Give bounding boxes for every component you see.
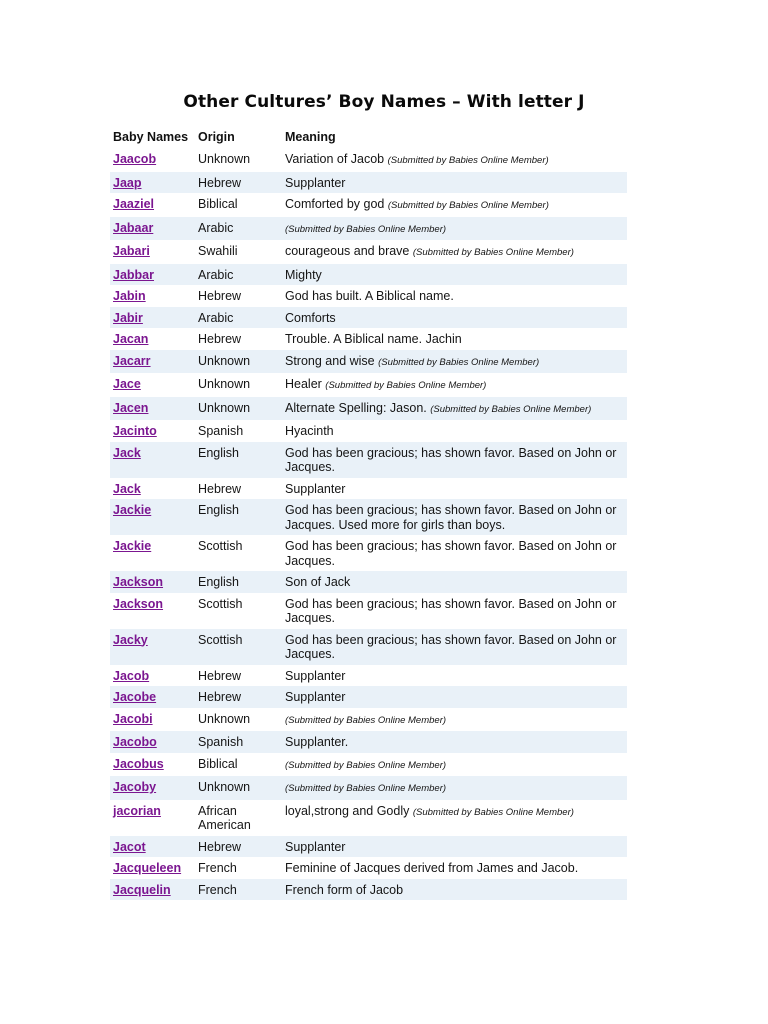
meaning-text: Supplanter (284, 839, 346, 854)
name-link[interactable]: Jabari (113, 244, 150, 258)
name-link[interactable]: Jacoby (113, 780, 157, 794)
submitted-note: (Submitted by Babies Online Member) (284, 714, 447, 726)
name-cell (110, 264, 195, 286)
table-row (110, 800, 627, 836)
meaning-cell (282, 193, 627, 217)
name-cell (110, 148, 195, 172)
origin-cell: Arabic (195, 264, 282, 286)
name-cell (110, 442, 195, 478)
name-cell (110, 217, 195, 241)
origin-cell: Arabic (195, 307, 282, 329)
origin-cell: Unknown (195, 776, 282, 800)
table-row (110, 708, 627, 732)
origin-cell: Unknown (197, 711, 251, 726)
meaning-text: Hyacinth (284, 424, 334, 438)
name-cell (110, 535, 195, 571)
table-row (110, 397, 627, 421)
origin-cell: Scottish (197, 596, 243, 611)
name-cell (110, 731, 195, 753)
meaning-cell (282, 731, 627, 753)
table-row (110, 629, 627, 665)
submitted-note: (Submitted by Babies Online Member) (325, 380, 487, 391)
name-cell (110, 193, 195, 217)
meaning-text: Supplanter (284, 690, 346, 704)
name-link[interactable]: Jacobi (113, 711, 153, 726)
meaning-cell (282, 172, 627, 194)
meaning-text: Trouble. A Biblical name. Jachin (284, 332, 462, 346)
name-cell (110, 397, 195, 421)
meaning-cell (282, 373, 627, 397)
table-row (110, 193, 627, 217)
column-header-baby-names: Baby Names (113, 130, 189, 144)
table-row (110, 307, 627, 329)
meaning-text: French form of Jacob (284, 882, 404, 897)
name-link[interactable]: Jackie (113, 539, 152, 553)
name-link[interactable]: Jace (113, 377, 141, 391)
origin-cell: Biblical (197, 756, 238, 771)
origin-cell: English (195, 442, 282, 478)
table-row (110, 879, 627, 901)
name-link[interactable]: Jacqueleen (113, 861, 182, 875)
submitted-note: (Submitted by Babies Online Member) (430, 403, 592, 415)
name-link[interactable]: Jacobus (113, 756, 164, 771)
meaning-cell (282, 753, 627, 777)
meaning-cell (282, 350, 627, 374)
table-row (110, 478, 627, 500)
meaning-text: loyal,strong and Godly (284, 803, 410, 818)
origin-cell: French (195, 879, 282, 901)
table-body (110, 148, 627, 900)
meaning-cell (282, 708, 627, 732)
meaning-cell (282, 571, 627, 593)
table-row (110, 593, 627, 629)
origin-cell: Hebrew (197, 668, 242, 683)
meaning-cell (282, 535, 627, 571)
origin-cell: Swahili (197, 244, 238, 258)
name-link[interactable]: Jacob (113, 668, 150, 683)
column-header-meaning: Meaning (284, 130, 336, 144)
table-header-row (110, 126, 627, 148)
name-cell (110, 350, 195, 374)
submitted-note: (Submitted by Babies Online Member) (284, 759, 447, 771)
origin-cell: Scottish (195, 629, 282, 665)
submitted-note: (Submitted by Babies Online Member) (387, 155, 549, 166)
table-row (110, 285, 627, 307)
meaning-cell (282, 148, 627, 172)
submitted-note: (Submitted by Babies Online Member) (284, 783, 447, 794)
meaning-text: Supplanter (284, 175, 346, 190)
meaning-cell (282, 629, 627, 665)
origin-cell: Hebrew (197, 332, 242, 346)
name-link[interactable]: Jacan (113, 332, 149, 346)
origin-cell: Scottish (197, 539, 243, 553)
name-link[interactable]: jacorian (113, 803, 161, 818)
meaning-text: courageous and brave (284, 244, 410, 258)
name-cell (110, 285, 195, 307)
table-row (110, 172, 627, 194)
submitted-note: (Submitted by Babies Online Member) (387, 200, 549, 211)
name-cell (110, 836, 195, 858)
name-link[interactable]: Jabaar (113, 220, 154, 235)
meaning-text: Strong and wise (284, 353, 375, 368)
name-cell (110, 571, 195, 593)
meaning-text: Healer (284, 377, 322, 391)
table-row (110, 148, 627, 172)
origin-cell: Hebrew (195, 172, 282, 194)
meaning-cell (282, 285, 627, 307)
name-link[interactable]: Jacinto (113, 424, 157, 438)
meaning-text: God has been gracious; has shown favor. Based on John or Jacques. (284, 445, 617, 474)
meaning-cell (282, 442, 627, 478)
name-link[interactable]: Jack (113, 445, 141, 460)
meaning-text: Comforted by god (284, 197, 385, 211)
table-row (110, 776, 627, 800)
table-row (110, 857, 627, 879)
origin-cell: Spanish (195, 731, 282, 753)
boy-names-table (110, 126, 627, 900)
name-link[interactable]: Jaacob (113, 152, 157, 166)
name-cell (110, 776, 195, 800)
meaning-cell (282, 499, 627, 535)
name-link[interactable]: Jacot (113, 839, 146, 854)
meaning-cell (282, 836, 627, 858)
meaning-cell (282, 800, 627, 836)
name-cell (110, 499, 195, 535)
name-cell (110, 800, 195, 836)
meaning-text: Alternate Spelling: Jason. (284, 400, 427, 415)
table-row (110, 264, 627, 286)
origin-cell: Hebrew (195, 686, 282, 708)
name-cell (110, 240, 195, 264)
meaning-cell (282, 593, 627, 629)
name-cell (110, 420, 195, 442)
origin-cell: Hebrew (195, 836, 282, 858)
name-cell (110, 172, 195, 194)
table-row (110, 350, 627, 374)
name-cell (110, 373, 195, 397)
table-row (110, 571, 627, 593)
submitted-note: (Submitted by Babies Online Member) (412, 247, 574, 258)
table-row (110, 836, 627, 858)
origin-cell: Biblical (197, 197, 238, 211)
table-row (110, 686, 627, 708)
meaning-text: God has been gracious; has shown favor. Based on John or Jacques. (284, 632, 617, 661)
name-link[interactable]: Jaap (113, 175, 142, 190)
table-row (110, 731, 627, 753)
name-link[interactable]: Jackson (113, 596, 164, 611)
table-row (110, 535, 627, 571)
name-link[interactable]: Jabir (113, 310, 143, 325)
table-row (110, 442, 627, 478)
meaning-cell (282, 397, 627, 421)
table-row (110, 217, 627, 241)
name-cell (110, 708, 195, 732)
name-cell (110, 753, 195, 777)
submitted-note: (Submitted by Babies Online Member) (412, 806, 574, 818)
meaning-text: Variation of Jacob (284, 152, 385, 166)
meaning-cell (282, 307, 627, 329)
table-row (110, 499, 627, 535)
origin-cell: Spanish (197, 424, 244, 438)
submitted-note: (Submitted by Babies Online Member) (284, 223, 447, 235)
origin-cell: Unknown (195, 397, 282, 421)
column-header-origin: Origin (197, 130, 235, 144)
origin-cell: Unknown (197, 377, 251, 391)
meaning-text: God has been gracious; has shown favor. Based on John or Jacques. (284, 539, 617, 568)
origin-cell: Hebrew (197, 289, 242, 303)
meaning-cell (282, 217, 627, 241)
table-row (110, 373, 627, 397)
meaning-text: Supplanter (284, 481, 346, 496)
meaning-cell (282, 686, 627, 708)
name-cell (110, 629, 195, 665)
meaning-text: God has built. A Biblical name. (284, 289, 454, 303)
name-link[interactable]: Jack (113, 481, 141, 496)
name-cell (110, 328, 195, 350)
table-row (110, 753, 627, 777)
submitted-note: (Submitted by Babies Online Member) (378, 356, 540, 368)
name-link[interactable]: Jacquelin (113, 882, 171, 897)
name-cell (110, 686, 195, 708)
meaning-cell (282, 420, 627, 442)
name-cell (110, 665, 195, 687)
meaning-cell (282, 478, 627, 500)
origin-cell: English (195, 499, 282, 535)
meaning-cell (282, 328, 627, 350)
name-cell (110, 307, 195, 329)
name-link[interactable]: Jacobo (113, 735, 157, 749)
origin-cell: Arabic (195, 217, 282, 241)
name-link[interactable]: Jabin (113, 289, 146, 303)
name-cell (110, 478, 195, 500)
table-row (110, 665, 627, 687)
meaning-cell (282, 665, 627, 687)
origin-cell: Unknown (197, 152, 251, 166)
origin-cell: African American (197, 803, 251, 832)
name-link[interactable]: Jabbar (113, 267, 154, 282)
table-row (110, 328, 627, 350)
name-link[interactable]: Jackson (113, 575, 164, 589)
origin-cell: English (195, 571, 282, 593)
name-link[interactable]: Jacky (113, 632, 148, 647)
meaning-text: Supplanter. (284, 735, 349, 749)
name-cell (110, 879, 195, 901)
meaning-text: Mighty (284, 267, 322, 282)
meaning-text: Son of Jack (284, 575, 351, 589)
table-row (110, 420, 627, 442)
meaning-cell (282, 879, 627, 901)
meaning-cell (282, 240, 627, 264)
name-link[interactable]: Jacobe (113, 690, 157, 704)
name-link[interactable]: Jacarr (113, 353, 151, 368)
meaning-cell (282, 776, 627, 800)
name-link[interactable]: Jackie (113, 503, 152, 517)
name-cell (110, 857, 195, 879)
name-link[interactable]: Jacen (113, 400, 149, 415)
table-row (110, 240, 627, 264)
page-title: Other Cultures’ Boy Names – With letter J (183, 92, 585, 112)
name-link[interactable]: Jaaziel (113, 197, 155, 211)
name-cell (110, 593, 195, 629)
meaning-text: Supplanter (284, 668, 346, 683)
meaning-text: God has been gracious; has shown favor. Based on John or Jacques. Used more for girls than boys. (284, 503, 617, 532)
origin-cell: Unknown (195, 350, 282, 374)
meaning-text: God has been gracious; has shown favor. Based on John or Jacques. (284, 596, 617, 625)
meaning-cell (282, 264, 627, 286)
origin-cell: French (197, 861, 237, 875)
meaning-cell (282, 857, 627, 879)
meaning-text: Feminine of Jacques derived from James and Jacob. (284, 861, 579, 875)
origin-cell: Hebrew (197, 481, 242, 496)
meaning-text: Comforts (284, 310, 336, 325)
